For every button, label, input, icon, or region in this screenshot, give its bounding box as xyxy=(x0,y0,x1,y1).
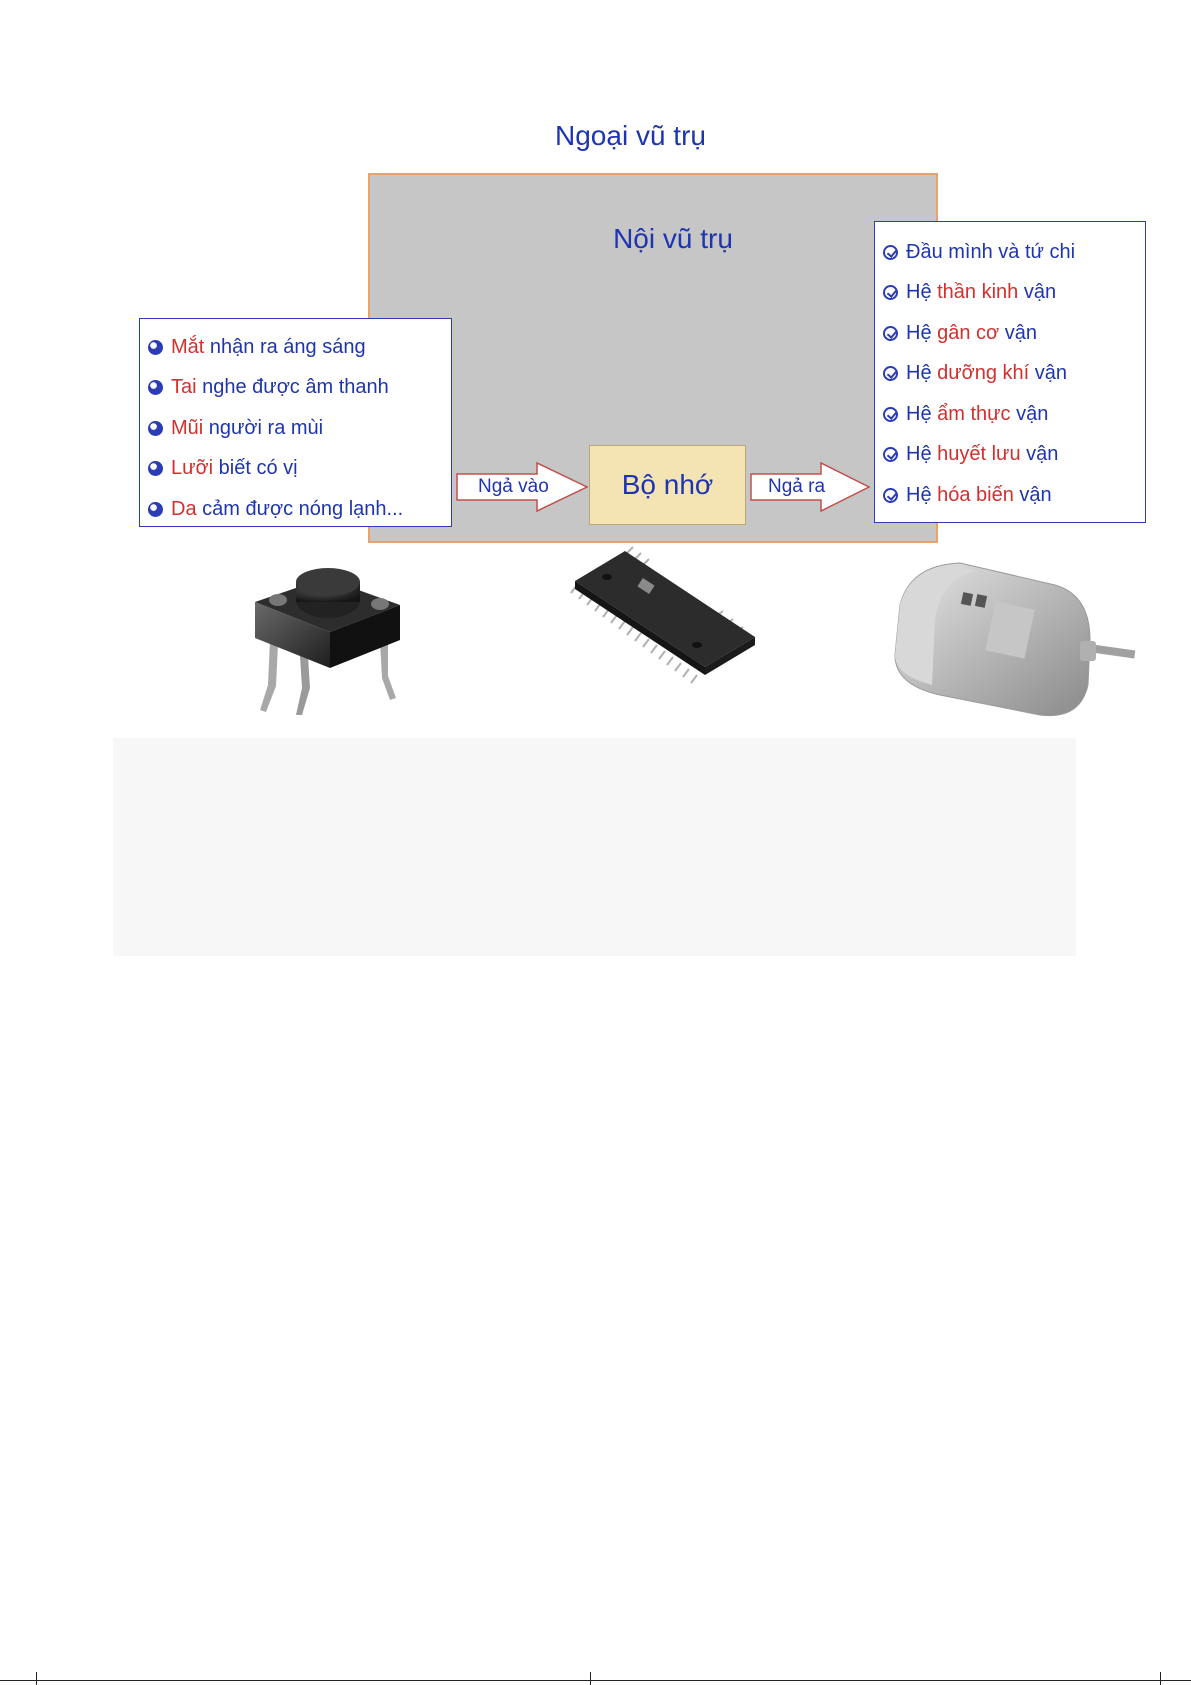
output-item-highlight: huyết lưu xyxy=(937,443,1021,466)
input-item-highlight: Da xyxy=(171,497,197,520)
blank-panel xyxy=(113,738,1076,956)
output-item-highlight: thần kinh xyxy=(937,281,1019,304)
input-item-highlight: Mắt xyxy=(171,335,205,358)
output-list-item xyxy=(883,394,1137,435)
output-list-item xyxy=(883,354,1137,395)
page-bottom-tick xyxy=(1160,1672,1161,1685)
output-item-suffix: vận xyxy=(1018,281,1057,304)
bullet-icon xyxy=(883,285,898,300)
output-list-item xyxy=(883,232,1137,273)
bullet-icon xyxy=(883,245,898,260)
output-list-item xyxy=(883,475,1137,516)
input-item-text: nghe được âm thanh xyxy=(196,376,389,399)
output-item-highlight: dưỡng khí xyxy=(937,362,1030,385)
input-arrow-label: Ngả vào xyxy=(478,476,549,497)
input-list-item xyxy=(148,449,443,490)
output-list-item xyxy=(883,273,1137,314)
output-item-highlight: ẩm thực xyxy=(937,402,1011,425)
input-item-highlight: Mũi xyxy=(171,416,204,439)
inner-universe-title: Nội vũ trụ xyxy=(613,223,733,254)
bullet-icon xyxy=(883,326,898,341)
output-list-item xyxy=(883,435,1137,476)
output-arrow-label: Ngả ra xyxy=(768,476,826,497)
bullet-icon xyxy=(883,366,898,381)
page-bottom-tick xyxy=(36,1672,37,1685)
input-list-item xyxy=(148,327,443,368)
output-item-prefix: Hệ xyxy=(906,321,938,344)
output-item-suffix: vận xyxy=(1020,443,1059,466)
output-item-prefix: Hệ xyxy=(906,483,938,506)
bullet-icon xyxy=(148,340,163,355)
bullet-icon xyxy=(148,502,163,517)
input-item-text: biết có vị xyxy=(213,457,298,480)
bullet-icon xyxy=(883,447,898,462)
output-item-suffix: vận xyxy=(1029,362,1068,385)
output-item-suffix: vận xyxy=(1013,483,1052,506)
push-button-switch-image xyxy=(230,560,420,715)
output-systems-list xyxy=(874,221,1146,523)
input-item-text: cảm được nóng lạnh... xyxy=(196,497,404,520)
memory-box: Bộ nhớ xyxy=(589,445,746,525)
dc-motor-image xyxy=(880,545,1145,730)
output-list-item xyxy=(883,313,1137,354)
output-item-suffix: vận xyxy=(1010,402,1049,425)
output-item-suffix: vận xyxy=(999,321,1037,344)
input-list-item xyxy=(148,368,443,409)
output-item-highlight: gân cơ xyxy=(937,321,1000,344)
bullet-icon xyxy=(148,421,163,436)
bullet-icon xyxy=(148,380,163,395)
page-bottom-rule xyxy=(0,1680,1191,1681)
page-bottom-tick xyxy=(590,1672,591,1685)
bullet-icon xyxy=(883,407,898,422)
microcontroller-chip-image xyxy=(565,545,765,695)
output-item-prefix: Hệ xyxy=(906,402,938,425)
input-list-item xyxy=(148,408,443,449)
input-item-highlight: Tai xyxy=(171,376,197,399)
input-item-text: nhận ra áng sáng xyxy=(204,335,366,358)
input-item-text: người ra mùi xyxy=(203,416,324,439)
bullet-icon xyxy=(148,461,163,476)
outer-universe-title: Ngoại vũ trụ xyxy=(555,120,706,151)
input-item-highlight: Lưỡi xyxy=(171,457,214,480)
output-item-text: Đầu mình và tứ chi xyxy=(906,240,1076,263)
output-item-prefix: Hệ xyxy=(906,362,938,385)
input-senses-list xyxy=(139,318,452,527)
input-list-item xyxy=(148,489,443,530)
output-item-highlight: hóa biến xyxy=(937,483,1014,506)
bullet-icon xyxy=(883,488,898,503)
output-item-prefix: Hệ xyxy=(906,281,938,304)
output-item-prefix: Hệ xyxy=(906,443,938,466)
